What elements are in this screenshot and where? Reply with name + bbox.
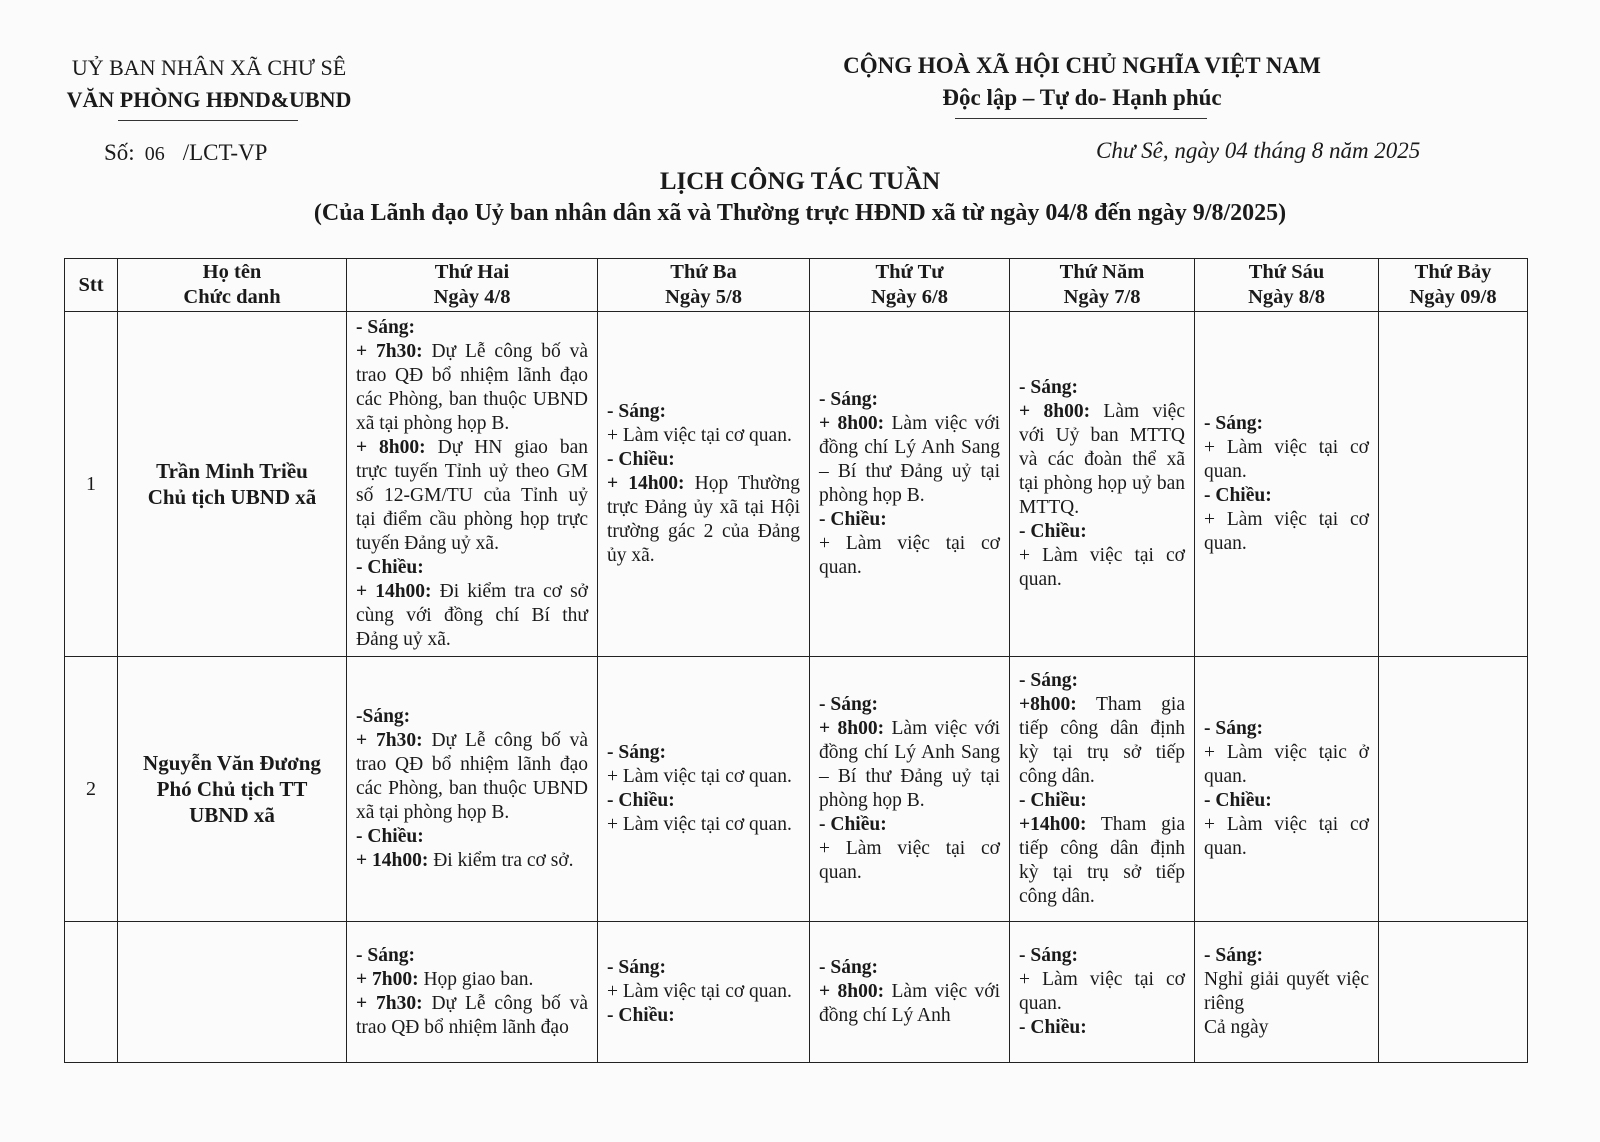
schedule-entry [1019,520,1185,544]
entry-label: + 14h00: [356,850,429,871]
entry-text: Làm việc với đồng chí Lý Anh Sang – Bí thư Đảng uỷ tại phòng họp B. [819,718,1000,811]
header-stt: Stt [65,259,118,312]
entry-label: + 7h30: [356,993,423,1014]
schedule-entry [1204,508,1369,556]
agency-line-2: VĂN PHÒNG HĐND&UBND [66,87,352,112]
schedule-cell-mon [347,922,598,1063]
schedule-entry [1204,789,1369,813]
entry-label: - Chiều: [607,1005,675,1026]
table-row [65,312,1528,657]
schedule-entry [1019,813,1185,909]
schedule-cell-thu [1010,657,1195,922]
document-subtitle: (Của Lãnh đạo Uỷ ban nhân dân xã và Thường trực HĐND xã từ ngày 04/8 đến ngày 9/8/2025) [313,200,1287,226]
entry-label: + 7h30: [356,730,423,751]
schedule-entry [607,789,800,813]
header-tue: Thứ Ba Ngày 5/8 [598,259,810,312]
schedule-cell-sat [1379,657,1528,922]
row-stt: 2 [65,657,118,922]
entry-text: + Làm việc tại cơ quan. [607,425,792,446]
schedule-cell-fri [1195,922,1379,1063]
schedule-entry [1204,412,1369,436]
schedule-entry [1204,968,1369,1016]
person-name: Trần Minh Triều [156,459,308,483]
entry-label: + 8h00: [1019,401,1091,422]
schedule-entry [607,765,800,789]
entry-label: - Sáng: [1204,718,1264,739]
entry-text: + Làm việc tại cơ quan. [819,533,1000,578]
header-name: Họ tên Chức danh [118,259,347,312]
entry-text: Làm việc với đồng chí Lý Anh [819,981,1000,1026]
entry-label: - Sáng: [1019,377,1079,398]
header-wed: Thứ Tư Ngày 6/8 [810,259,1010,312]
schedule-entry [1204,484,1369,508]
row-person [118,657,347,922]
entry-label: - Sáng: [1019,945,1079,966]
schedule-entry [819,532,1000,580]
motto-underline [955,118,1207,119]
entry-label: -Sáng: [356,706,411,727]
schedule-entry [1204,436,1369,484]
entry-label: - Chiều: [1019,521,1087,542]
document-title: LỊCH CÔNG TÁC TUẦN [659,168,941,195]
entry-label: + 8h00: [819,413,885,434]
schedule-table [64,258,1528,1063]
document-number [104,140,267,166]
row-person [118,312,347,657]
entry-label: - Chiều: [1204,790,1272,811]
table-row [65,922,1528,1063]
entry-label: - Chiều: [607,790,675,811]
schedule-cell-tue [598,312,810,657]
entry-label: - Chiều: [1019,790,1087,811]
entry-text: + Làm việc tại cơ quan. [1204,509,1369,554]
entry-text: Cả ngày [1204,1017,1269,1038]
entry-text: + Làm việc tại cơ quan. [1204,437,1369,482]
schedule-entry [607,424,800,448]
schedule-entry [1019,376,1185,400]
schedule-entry [356,992,588,1040]
schedule-entry [1204,1016,1369,1040]
person-name: Nguyễn Văn Đương [143,751,321,775]
schedule-cell-tue [598,657,810,922]
schedule-cell-sat [1379,312,1528,657]
entry-label: - Chiều: [1019,1017,1087,1038]
nation-line-1: CỘNG HOÀ XÃ HỘI CHỦ NGHĨA VIỆT NAM [843,53,1321,78]
schedule-entry [819,956,1000,980]
entry-text: Làm việc với Uỷ ban MTTQ và các đoàn thể xã tại phòng họp uỷ ban MTTQ. [1019,401,1185,518]
schedule-entry [607,956,800,980]
entry-label: + 7h00: [356,969,419,990]
nation-line-2: Độc lập – Tự do- Hạnh phúc [942,85,1222,110]
schedule-entry [356,968,588,992]
schedule-cell-wed [810,312,1010,657]
entry-label: - Chiều: [356,826,424,847]
schedule-cell-wed [810,922,1010,1063]
person-role: Chủ tịch UBND xã [147,485,317,509]
schedule-entry [607,813,800,837]
schedule-entry [607,472,800,568]
entry-text: + Làm việc tại cơ quan. [607,981,792,1002]
schedule-entry [356,825,588,849]
schedule-entry [607,741,800,765]
schedule-entry [1204,813,1369,861]
entry-text: Nghỉ giải quyết việc riêng [1204,969,1369,1014]
doc-number-prefix: Số: [104,140,135,165]
entry-label: + 8h00: [819,981,885,1002]
schedule-entry [1204,741,1369,789]
schedule-entry [1019,1016,1185,1040]
header-sat: Thứ Bảy Ngày 09/8 [1379,259,1528,312]
schedule-cell-mon [347,657,598,922]
schedule-entry [819,508,1000,532]
schedule-cell-thu [1010,312,1195,657]
header-mon: Thứ Hai Ngày 4/8 [347,259,598,312]
entry-label: - Sáng: [1019,670,1079,691]
schedule-entry [819,412,1000,508]
schedule-entry [819,837,1000,885]
entry-text: Đi kiểm tra cơ sở cùng với đồng chí Bí thư Đảng uỷ xã. [356,581,588,650]
schedule-entry [819,813,1000,837]
agency-underline [118,120,298,121]
table-row [65,657,1528,922]
entry-label: - Chiều: [819,814,887,835]
entry-text: Dự Lễ công bố và trao QĐ bổ nhiệm lãnh đạo các Phòng, ban thuộc UBND xã tại phòng họp B. [356,730,588,823]
entry-text: Đi kiểm tra cơ sở. [428,850,574,871]
schedule-entry [356,705,588,729]
schedule-entry [607,400,800,424]
schedule-entry [607,1004,800,1028]
header-thu: Thứ Năm Ngày 7/8 [1010,259,1195,312]
entry-text: + Làm việc tại cơ quan. [607,766,792,787]
entry-label: + 14h00: [356,581,432,602]
entry-text: + Làm việc tại cơ quan. [1019,545,1185,590]
entry-label: - Sáng: [819,694,879,715]
entry-text: Dự HN giao ban trực tuyến Tỉnh uỷ theo GM số 12-GM/TU của Tỉnh uỷ tại điểm cầu phòng họp trực tuyến Đảng uỷ xã. [356,437,588,554]
schedule-cell-mon [347,312,598,657]
row-stt [65,922,118,1063]
entry-text: Làm việc với đồng chí Lý Anh Sang – Bí thư Đảng uỷ tại phòng họp B. [819,413,1000,506]
schedule-cell-sat [1379,922,1528,1063]
entry-label: - Sáng: [356,317,416,338]
entry-label: +8h00: [1019,694,1077,715]
person-role: Phó Chủ tịch TT UBND xã [156,777,308,827]
entry-label: - Sáng: [819,389,879,410]
entry-text: + Làm việc tạic ở quan. [1204,742,1369,787]
schedule-cell-tue [598,922,810,1063]
entry-label: + 14h00: [607,473,685,494]
table-header-row [65,259,1528,312]
schedule-cell-fri [1195,657,1379,922]
schedule-entry [819,693,1000,717]
national-motto [812,50,1352,114]
schedule-entry [819,980,1000,1028]
schedule-cell-wed [810,657,1010,922]
entry-text: + Làm việc tại cơ quan. [1204,814,1369,859]
issuing-agency [44,52,374,116]
schedule-entry [1019,968,1185,1016]
entry-label: - Chiều: [1204,485,1272,506]
schedule-entry [356,729,588,825]
entry-text: Họp giao ban. [418,969,534,990]
entry-label: - Sáng: [1204,945,1264,966]
schedule-cell-thu [1010,922,1195,1063]
place-date: Chư Sê, ngày 04 tháng 8 năm 2025 [1096,138,1421,163]
doc-number-value: 06 [144,143,165,165]
entry-text: + Làm việc tại cơ quan. [819,838,1000,883]
schedule-entry [356,556,588,580]
entry-label: - Sáng: [607,401,667,422]
entry-label: + 7h30: [356,341,423,362]
entry-label: - Chiều: [356,557,424,578]
schedule-entry [356,316,588,340]
entry-label: - Sáng: [607,742,667,763]
schedule-entry [1204,717,1369,741]
schedule-entry [356,580,588,652]
schedule-entry [607,980,800,1004]
entry-label: + 8h00: [819,718,885,739]
schedule-entry [356,944,588,968]
entry-text: Dự Lễ công bố và trao QĐ bổ nhiệm lãnh đạo các Phòng, ban thuộc UBND xã tại phòng họp B. [356,341,588,434]
entry-label: - Chiều: [607,449,675,470]
row-person [118,922,347,1063]
schedule-entry [1019,400,1185,520]
schedule-entry [1204,944,1369,968]
entry-label: - Sáng: [819,957,879,978]
entry-text: + Làm việc tại cơ quan. [1019,969,1185,1014]
schedule-entry [1019,544,1185,592]
schedule-entry [607,448,800,472]
entry-text: + Làm việc tại cơ quan. [607,814,792,835]
entry-text: Tham gia tiếp công dân định kỳ tại trụ sở tiếp công dân. [1019,694,1185,787]
entry-label: - Chiều: [819,509,887,530]
schedule-entry [1019,669,1185,693]
entry-text: Dự Lễ công bố và trao QĐ bổ nhiệm lãnh đạo [356,993,588,1038]
schedule-entry [1019,789,1185,813]
header-fri: Thứ Sáu Ngày 8/8 [1195,259,1379,312]
doc-number-suffix: /LCT-VP [182,140,268,165]
entry-label: - Sáng: [356,945,416,966]
entry-label: +14h00: [1019,814,1087,835]
schedule-entry [356,849,588,873]
entry-text: Tham gia tiếp công dân định kỳ tại trụ sở tiếp công dân. [1019,814,1185,907]
schedule-entry [356,436,588,556]
entry-label: - Sáng: [1204,413,1264,434]
row-stt: 1 [65,312,118,657]
schedule-cell-fri [1195,312,1379,657]
entry-label: - Sáng: [607,957,667,978]
schedule-entry [1019,693,1185,789]
schedule-entry [1019,944,1185,968]
schedule-entry [819,717,1000,813]
entry-label: + 8h00: [356,437,426,458]
schedule-entry [819,388,1000,412]
entry-text: Họp Thường trực Đảng ủy xã tại Hội trường gác 2 của Đảng ủy xã. [607,473,800,566]
schedule-entry [356,340,588,436]
agency-line-1: UỶ BAN NHÂN XÃ CHƯ SÊ [71,55,347,80]
